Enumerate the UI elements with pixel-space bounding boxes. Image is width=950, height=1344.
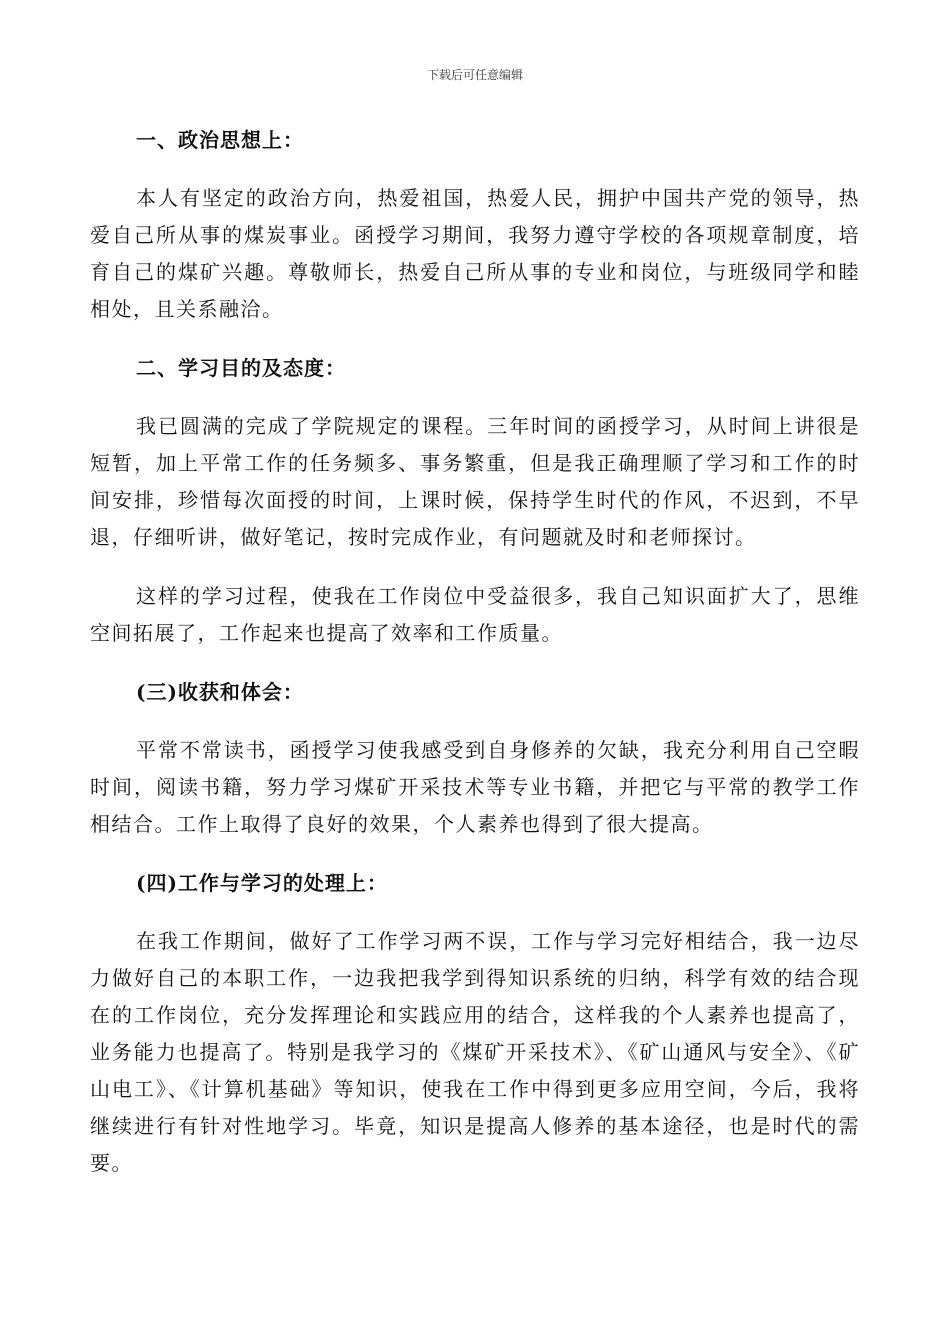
paragraph-study-purpose-2: 这样的学习过程，使我在工作岗位中受益很多，我自己知识面扩大了，思维空间拓展了，工作起来也提高了效率和工作质量。	[90, 584, 860, 645]
document-body	[90, 122, 860, 1182]
page-header-note: 下载后可任意编辑	[426, 68, 523, 82]
section-heading-political: 一、政治思想上：	[136, 128, 304, 152]
paragraph-political: 本人有坚定的政治方向，热爱祖国，热爱人民，拥护中国共产党的领导，热爱自己所从事的煤炭事业。函授学习期间，我努力遵守学校的各项规章制度，培育自己的煤矿兴趣。尊敬师长，热爱自己所从事的专业和岗位，与班级同学和睦相处，且关系融洽。	[90, 186, 860, 321]
paragraph-gains: 平常不常读书，函授学习使我感受到自身修养的欠缺，我充分利用自己空暇时间，阅读书籍，努力学习煤矿开采技术等专业书籍，并把它与平常的教学工作相结合。工作上取得了良好的效果，个人素养也得到了很大提高。	[90, 738, 860, 836]
section-heading-study-purpose: 二、学习目的及态度：	[136, 356, 346, 380]
paragraph-study-purpose-1: 我已圆满的完成了学院规定的课程。三年时间的函授学习，从时间上讲很是短暂，加上平常工作的任务频多、事务繁重，但是我正确理顺了学习和工作的时间安排，珍惜每次面授的时间，上课时候，保持学生时代的作风，不迟到，不早退，仔细听讲，做好笔记，按时完成作业，有问题就及时和老师探讨。	[90, 414, 860, 549]
section-heading-work-study: (四)工作与学习的处理上：	[136, 871, 388, 895]
section-heading-gains: (三)收获和体会：	[136, 680, 304, 704]
paragraph-work-study: 在我工作期间，做好了工作学习两不误，工作与学习完好相结合，我一边尽力做好自己的本职工作，一边我把我学到得知识系统的归纳，科学有效的结合现在的工作岗位，充分发挥理论和实践应用的结合，这样我的个人素养也提高了，业务能力也提高了。特别是我学习的《煤矿开采技术》、《矿山通风与安全》、《矿山电工》、《计算机基础》等知识，使我在工作中得到更多应用空间，今后，我将继续进行有针对性地学习。毕竟，知识是提高人修养的基本途径，也是时代的需要。	[90, 929, 860, 1175]
